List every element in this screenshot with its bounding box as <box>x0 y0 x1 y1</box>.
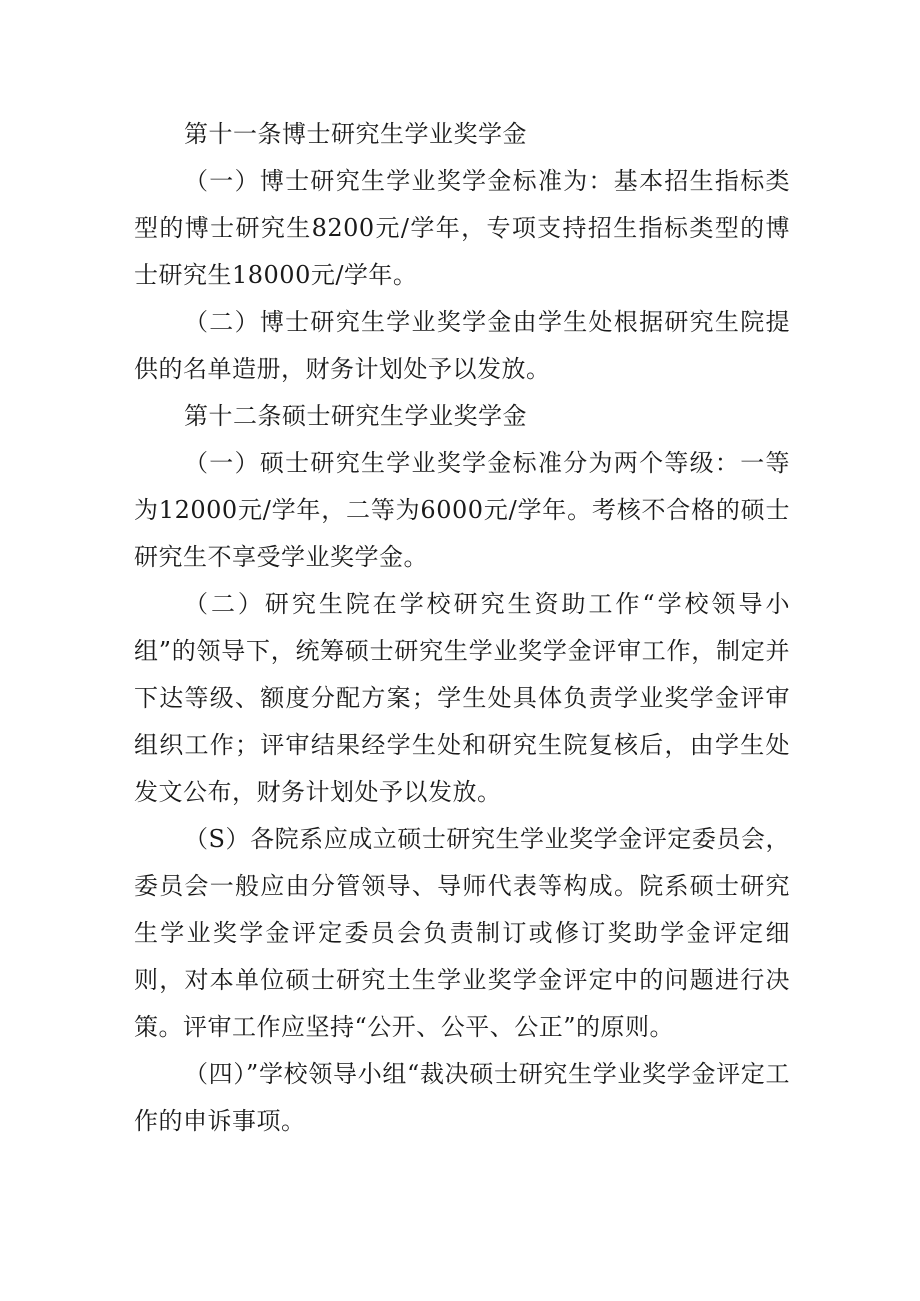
document-body <box>134 111 790 1145</box>
article-12-clause-1: （一）硕士研究生学业奖学金标准分为两个等级：一等为12000元/学年，二等为6000元/学年。考核不合格的硕士研究生不享受学业奖学金。 <box>134 449 790 571</box>
article-11-heading: 第十一条博士研究生学业奖学金 <box>184 120 527 148</box>
article-12-heading: 第十二条硕士研究生学业奖学金 <box>184 402 527 430</box>
article-12-clause-3: （S）各院系应成立硕士研究生学业奖学金评定委员会，委员会一般应由分管领导、导师代表等构成。院系硕士研究生学业奖学金评定委员会负责制订或修订奖助学金评定细则，对本单位硕士研究土生学业奖学金评定中的问题进行决策。评审工作应坚持“公开、公平、公正”的原则。 <box>134 825 790 1041</box>
article-12-clause-4: （四）”学校领导小组“裁决硕士研究生学业奖学金评定工作的申诉事项。 <box>134 1060 790 1135</box>
article-11-clause-1: （一）博士研究生学业奖学金标准为：基本招生指标类型的博士研究生8200元/学年，专项支持招生指标类型的博士研究生18000元/学年。 <box>134 167 790 289</box>
article-12-clause-2: （二）研究生院在学校研究生资助工作“学校领导小组”的领导下，统筹硕士研究生学业奖学金评审工作，制定并下达等级、额度分配方案；学生处具体负责学业奖学金评审组织工作；评审结果经学生处和研究生院复核后，由学生处发文公布，财务计划处予以发放。 <box>134 590 790 806</box>
article-11-clause-2: （二）博士研究生学业奖学金由学生处根据研究生院提供的名单造册，财务计划处予以发放。 <box>134 308 790 383</box>
